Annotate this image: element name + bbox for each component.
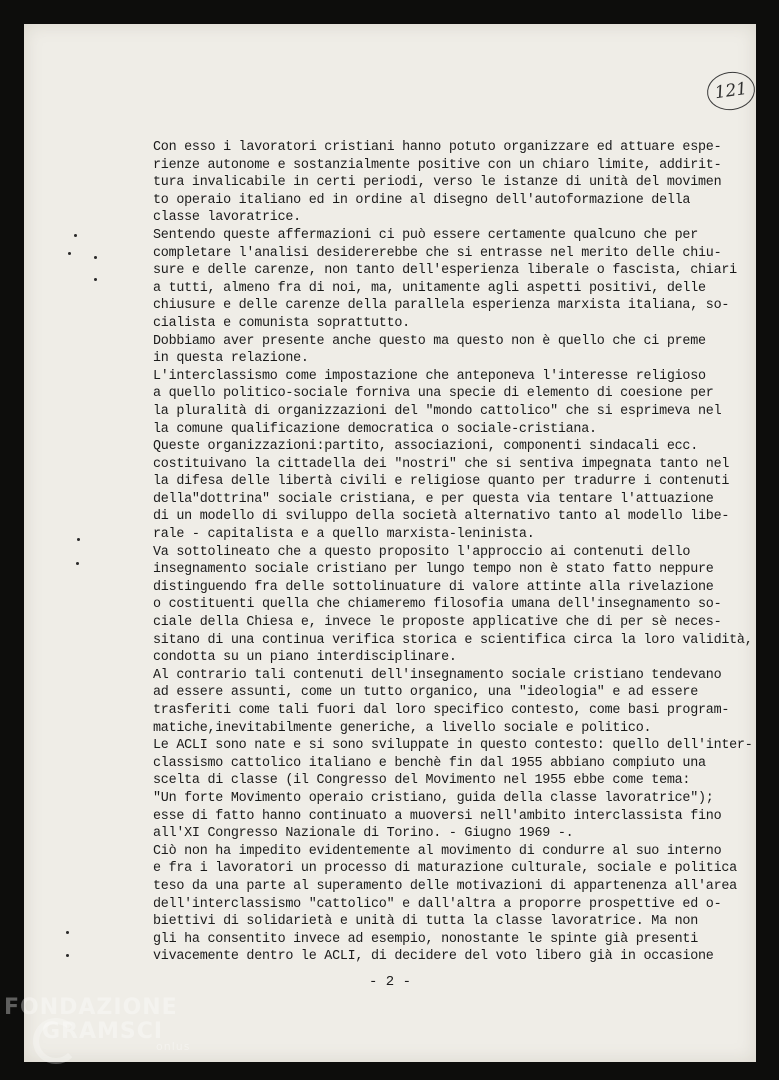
text-line: classismo cattolico italiano e benchè fin dal 1955 abbiano compiuto una xyxy=(153,755,706,771)
watermark-line-1: FONDAZIONE xyxy=(4,995,178,1020)
text-line: distinguendo fra delle sottolinuature di valore attinte alla rivelazione xyxy=(153,579,714,595)
text-line: trasferiti come tali fuori dal loro specifico contesto, come basi program- xyxy=(153,703,730,718)
margin-mark xyxy=(77,538,80,541)
text-line: scelta di classe (il Congresso del Movimento nel 1955 ebbe come tema: xyxy=(153,773,691,789)
margin-mark xyxy=(66,954,69,957)
text-line: completare l'analisi desidererebbe che si entrasse nel merito delle chiu- xyxy=(153,245,722,261)
text-line: insegnamento sociale cristiano per lungo tempo non è stato fatto neppure xyxy=(153,562,714,578)
text-line: Dobbiamo aver presente anche questo ma questo non è quello che ci preme xyxy=(153,333,706,349)
text-line: matiche,inevitabilmente generiche, a livello sociale e politico. xyxy=(153,720,652,736)
text-line: L'interclassismo come impostazione che anteponeva l'interesse religioso xyxy=(153,368,706,384)
text-line: dell'interclassismo "cattolico" e dall'altra a proporre prospettive ed o- xyxy=(153,896,722,912)
text-line: Le ACLI sono nate e si sono sviluppate in questo contesto: quello dell'inter- xyxy=(153,738,753,754)
text-line: cialista e comunista soprattutto. xyxy=(153,315,410,331)
margin-mark xyxy=(66,931,69,934)
page-number: - 2 - xyxy=(368,974,411,990)
watermark xyxy=(4,996,190,1053)
text-line: condotta su un piano interdisciplinare. xyxy=(153,650,457,666)
text-line: vivacemente dentro le ACLI, di decidere del voto libero già in occasione xyxy=(153,949,714,965)
text-line: tura invalicabile in certi periodi, verso le istanze di unità del movimen xyxy=(153,175,722,191)
text-line: teso da una parte al superamento delle motivazioni di appartenenza all'area xyxy=(153,878,737,894)
page-number-stamp xyxy=(705,69,758,113)
text-line: Va sottolineato che a questo proposito l'approccio ai contenuti dello xyxy=(153,544,691,560)
text-line: to operaio italiano ed in ordine al disegno dell'autoformazione della xyxy=(153,192,691,208)
text-line: chiusure e delle carenze della parallela esperienza marxista italiana, so- xyxy=(153,298,730,314)
text-line: sitano di una continua verifica storica e scientifica circa la loro validità, xyxy=(153,632,753,648)
margin-mark xyxy=(74,234,77,237)
text-line: rienze autonome e sostanzialmente positive con un chiaro limite, addirit- xyxy=(153,157,722,173)
margin-mark xyxy=(76,562,79,565)
text-line: Queste organizzazioni:partito, associazioni, componenti sindacali ecc. xyxy=(153,439,698,455)
margin-mark xyxy=(68,252,71,255)
text-line: sure e delle carenze, non tanto dell'esperienza liberale o fascista, chiari xyxy=(153,263,737,279)
text-line: gli ha consentito invece ad esempio, nonostante le spinte già presenti xyxy=(153,931,698,947)
document-page xyxy=(24,24,756,1062)
typed-body-text xyxy=(153,139,753,966)
text-line: all'XI Congresso Nazionale di Torino. - Giugno 1969 -. xyxy=(153,826,574,842)
text-line: la comune qualificazione democratica o sociale-cristiana. xyxy=(153,421,597,437)
text-line: la pluralità di organizzazioni del "mondo cattolico" che si esprimeva nel xyxy=(153,403,722,419)
watermark-line-2: GRAMSCI xyxy=(42,1019,164,1044)
stamp-number: 121 xyxy=(713,78,749,104)
text-line: ciale della Chiesa e, invece le proposte applicative che di per sè neces- xyxy=(153,615,722,631)
text-line: classe lavoratrice. xyxy=(153,210,301,226)
text-line: di un modello di sviluppo della società alternativo tanto al modello libe- xyxy=(153,509,730,525)
text-line: ad essere assunti, come un tutto organico, una "ideologia" e ad essere xyxy=(153,685,698,701)
text-line: biettivi di solidarietà e unità di tutta la classe lavoratrice. Ma non xyxy=(153,914,698,930)
text-line: Ciò non ha impedito evidentemente al movimento di condurre al suo interno xyxy=(153,843,722,859)
text-line: o costituenti quella che chiameremo filosofia umana dell'insegnamento so- xyxy=(153,597,722,613)
text-line: rale - capitalista e a quello marxista-leninista. xyxy=(153,527,535,543)
watermark-line-3: onlus xyxy=(156,1040,191,1053)
margin-mark xyxy=(94,256,97,259)
text-line: esse di fatto hanno continuato a muoversi nell'ambito interclassista fino xyxy=(153,808,722,824)
text-line: a quello politico-sociale forniva una specie di elemento di coesione per xyxy=(153,386,714,402)
margin-mark xyxy=(94,278,97,281)
text-line: costituivano la cittadella dei "nostri" che si sentiva impegnata tanto nel xyxy=(153,456,730,472)
text-line: Con esso i lavoratori cristiani hanno potuto organizzare ed attuare espe- xyxy=(153,140,722,155)
text-line: Al contrario tali contenuti dell'insegnamento sociale cristiano tendevano xyxy=(153,667,722,683)
text-line: in questa relazione. xyxy=(153,351,309,367)
text-line: della"dottrina" sociale cristiana, e per questa via tentare l'attuazione xyxy=(153,491,714,507)
text-line: a tutti, almeno fra di noi, ma, unitamente agli aspetti positivi, delle xyxy=(153,280,706,296)
text-line: "Un forte Movimento operaio cristiano, guida della classe lavoratrice"); xyxy=(153,790,714,806)
text-line: la difesa delle libertà civili e religiose quanto per tradurre i contenuti xyxy=(153,474,730,490)
text-line: Sentendo queste affermazioni ci può essere certamente qualcuno che per xyxy=(153,227,698,243)
text-line: e fra i lavoratori un processo di maturazione culturale, sociale e politica xyxy=(153,861,737,877)
